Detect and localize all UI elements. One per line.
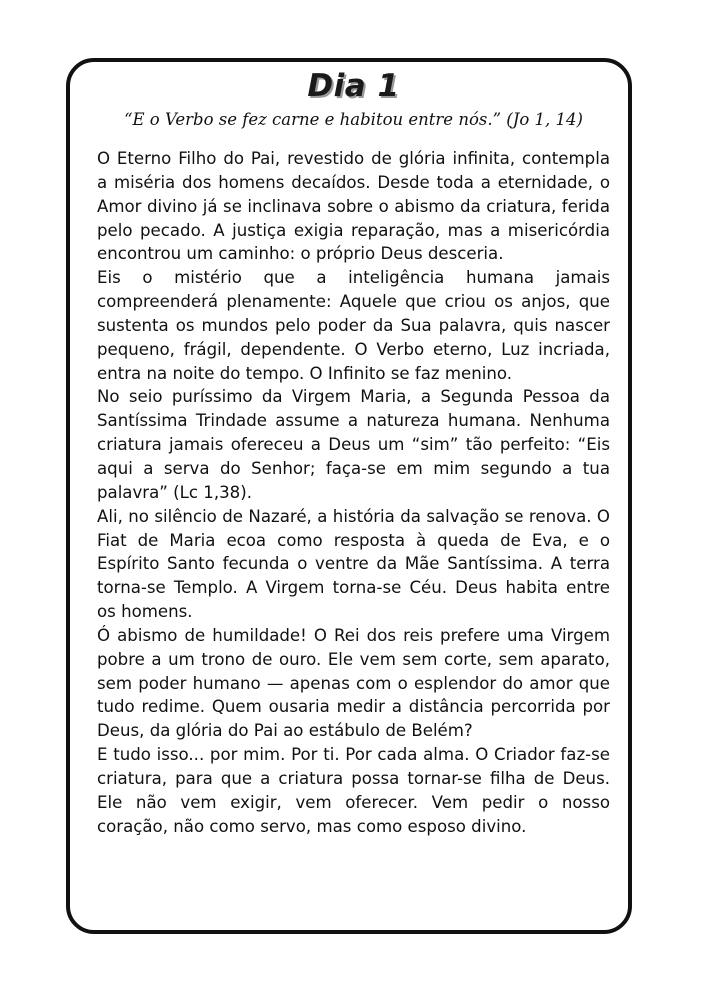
paragraph: Ó abismo de humildade! O Rei dos reis prefere uma Virgem pobre a um trono de ouro. Ele vem sem corte, sem aparato, sem poder humano — apenas com o esplendor do amor que tudo redime. Quem ousaria medir a distância percorrida por Deus, da glória do Pai ao estábulo de Belém?: [97, 625, 610, 741]
page-title: Dia 1: [307, 68, 400, 104]
paragraph: Ali, no silêncio de Nazaré, a história da salvação se renova. O Fiat de Maria ecoa como resposta à queda de Eva, e o Espírito Santo fecunda o ventre da Mãe Santíssima. A terra torna-se Templo. A Virgem torna-se Céu. Deus habita entre os homens.: [97, 506, 610, 622]
meditation-text: [97, 147, 610, 838]
scripture-verse: “E o Verbo se fez carne e habitou entre nós.” (Jo 1, 14): [124, 110, 583, 129]
paragraph: E tudo isso... por mim. Por ti. Por cada alma. O Criador faz-se criatura, para que a criatura possa tornar-se filha de Deus. Ele não vem exigir, vem oferecer. Vem pedir o nosso coração, não como servo, mas como esposo divino.: [97, 745, 610, 836]
paragraph: No seio puríssimo da Virgem Maria, a Segunda Pessoa da Santíssima Trindade assume a natureza humana. Nenhuma criatura jamais ofereceu a Deus um “sim” tão perfeito: “Eis aqui a serva do Senhor; faça-se em mim segundo a tua palavra” (Lc 1,38).: [97, 387, 610, 502]
paragraph: Eis o mistério que a inteligência humana jamais compreenderá plenamente: Aquele que criou os anjos, que sustenta os mundos pelo poder da Sua palavra, quis nascer pequeno, frágil, dependente. O Verbo eterno, Luz incriada, entra na noite do tempo. O Infinito se faz menino.: [97, 268, 610, 383]
paragraph: O Eterno Filho do Pai, revestido de glória infinita, contempla a miséria dos homens decaídos. Desde toda a eternidade, o Amor divino já se inclinava sobre o abismo da criatura, ferida pelo pecado. A justiça exigia reparação, mas a misericórdia encontrou um caminho: o próprio Deus desceria.: [97, 149, 610, 264]
